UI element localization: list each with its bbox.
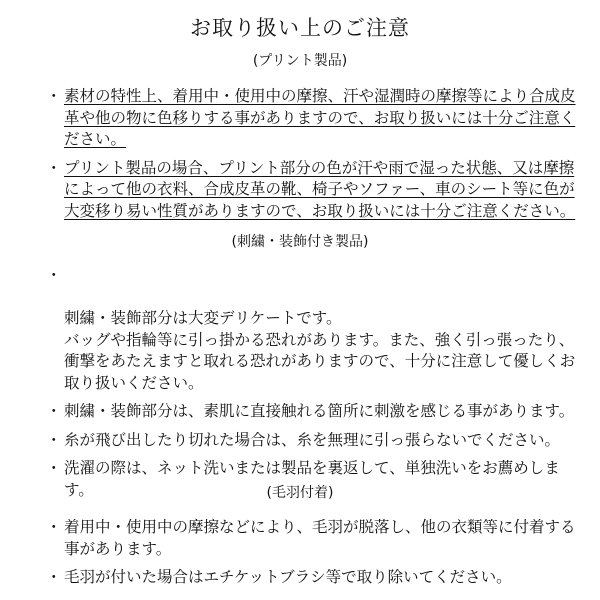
list-item (46, 158, 578, 223)
note-text: 洗濯の際は、ネット洗いまたは製品を裏返して、単独洗いをお薦めします。 (64, 459, 560, 499)
bullet-icon: ・ (46, 87, 62, 105)
section-heading-fluff: (毛羽付着) (266, 485, 334, 501)
list-item (46, 517, 578, 560)
list-item (46, 86, 578, 151)
note-text: 刺繍・装飾部分は、素肌に直接触れる箇所に刺激を感じる事があります。 (64, 402, 575, 420)
list-item (46, 567, 578, 589)
notes-list-embroidery (46, 265, 578, 508)
bullet-icon: ・ (46, 402, 62, 420)
list-item (46, 265, 578, 394)
note-text: プリント製品の場合、プリント部分の色が汗や雨で湿った状態、又は摩擦によって他の衣料、合成皮革の靴、椅子やソファー、車のシート等に色が大変移り易い性質がありますので、お取り扱いには十分ご注意ください。 (64, 158, 576, 220)
note-text: 着用中・使用中の摩擦などにより、毛羽が脱落し、他の衣類等に付着する事があります。 (64, 518, 576, 558)
bullet-icon: ・ (46, 430, 62, 449)
section-heading-print: (プリント製品) (252, 53, 348, 69)
note-text: 素材の特性上、着用中・使用中の摩擦、汗や湿潤時の摩擦等により合成皮革や他の物に色移りする事がありますので、お取り扱いには十分ご注意ください。 (64, 87, 576, 148)
bullet-icon: ・ (46, 459, 62, 477)
section-heading-embroidery: (刺繍・装飾付き製品) (231, 234, 369, 250)
bullet-icon: ・ (46, 518, 62, 536)
note-text: 刺繍・装飾部分は大変デリケートです。 バッグや指輪等に引っ掛かる恐れがあります。また、強く引っ張ったり、衝撃をあたえますと取れる恐れがありますので、十分に注意して優しくお取り扱いください。 (64, 309, 576, 392)
note-text: 毛羽が付いた場合はエチケットブラシ等で取り除いてください。 (64, 568, 512, 586)
note-text: 糸が飛び出したり切れた場合は、糸を無理に引っ張らないでください。 (64, 430, 561, 449)
list-item (46, 401, 578, 423)
list-item (46, 430, 578, 452)
bullet-icon: ・ (46, 158, 62, 177)
notes-list-print (46, 86, 578, 229)
page-title: お取り扱い上のご注意 (190, 16, 410, 40)
notes-list-fluff (46, 517, 578, 596)
bullet-icon: ・ (46, 568, 62, 586)
bullet-icon: ・ (46, 266, 62, 284)
